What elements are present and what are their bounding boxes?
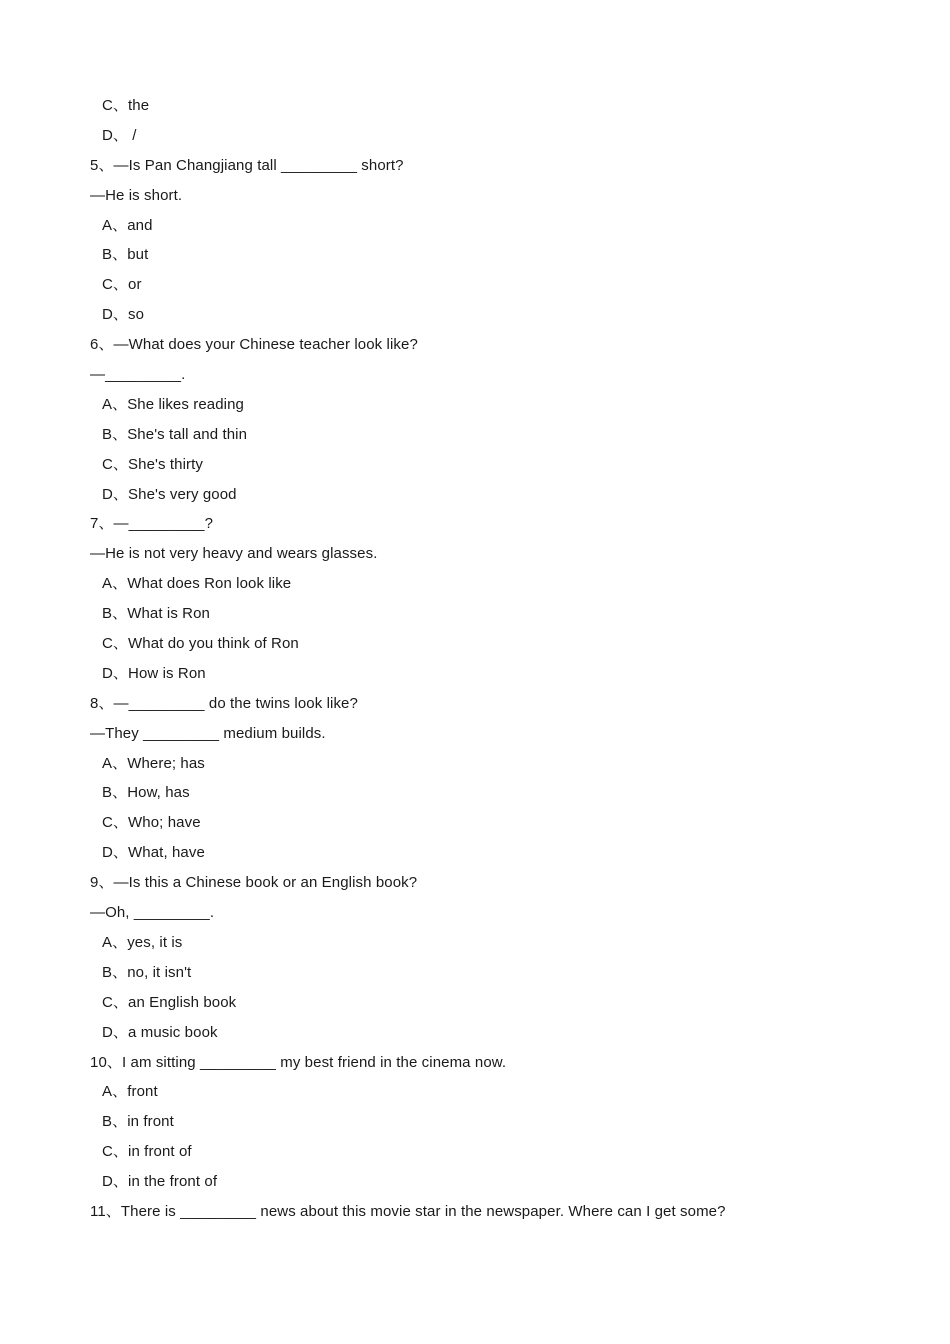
- question-5-option-c: C、or: [102, 276, 142, 294]
- question-11-prompt: 11、There is _________ news about this movie star in the newspaper. Where can I get some?: [90, 1202, 726, 1220]
- question-5-prompt: 5、—Is Pan Changjiang tall _________ short?: [90, 156, 404, 174]
- question-9-option-a: A、yes, it is: [102, 933, 183, 951]
- question-6-option-a: A、She likes reading: [102, 395, 244, 413]
- question-10-option-b: B、in front: [102, 1113, 174, 1131]
- option-d: D、 /: [102, 126, 137, 144]
- question-10-option-a: A、front: [102, 1083, 158, 1101]
- question-7-option-b: B、What is Ron: [102, 605, 210, 623]
- question-7-answer-line: —He is not very heavy and wears glasses.: [90, 545, 378, 563]
- question-7-prompt: 7、—_________?: [90, 515, 214, 533]
- question-8-option-a: A、Where; has: [102, 754, 205, 772]
- question-6-option-c: C、She's thirty: [102, 455, 203, 473]
- question-8-option-b: B、How, has: [102, 784, 190, 802]
- document-page: [0, 91, 950, 1227]
- question-10-option-c: C、in front of: [102, 1143, 192, 1161]
- option-c: C、the: [102, 97, 150, 114]
- question-9-option-d: D、a music book: [102, 1023, 218, 1041]
- question-7-option-a: A、What does Ron look like: [102, 575, 292, 593]
- question-5-answer-line: —He is short.: [90, 186, 183, 204]
- question-8-option-c: C、Who; have: [102, 814, 201, 832]
- question-6-answer-line: —_________.: [90, 366, 186, 384]
- question-10-option-d: D、in the front of: [102, 1173, 218, 1191]
- question-9-option-c: C、an English book: [102, 993, 237, 1011]
- question-8-option-d: D、What, have: [102, 844, 205, 862]
- question-9-option-b: B、no, it isn't: [102, 963, 192, 981]
- question-8-prompt: 8、—_________ do the twins look like?: [90, 694, 358, 712]
- question-10-prompt: 10、I am sitting _________ my best friend in the cinema now.: [90, 1053, 507, 1071]
- question-7-option-c: C、What do you think of Ron: [102, 635, 299, 653]
- question-6-option-b: B、She's tall and thin: [102, 425, 248, 443]
- question-5-option-d: D、so: [102, 306, 145, 324]
- question-6-prompt: 6、—What does your Chinese teacher look like?: [90, 336, 418, 354]
- question-5-option-b: B、but: [102, 246, 149, 264]
- question-7-option-d: D、How is Ron: [102, 664, 206, 682]
- question-6-option-d: D、She's very good: [102, 485, 237, 503]
- question-9-answer-line: —Oh, _________.: [90, 904, 215, 922]
- question-8-answer-line: —They _________ medium builds.: [90, 724, 326, 742]
- question-9-prompt: 9、—Is this a Chinese book or an English book?: [90, 874, 418, 892]
- question-5-option-a: A、and: [102, 216, 153, 234]
